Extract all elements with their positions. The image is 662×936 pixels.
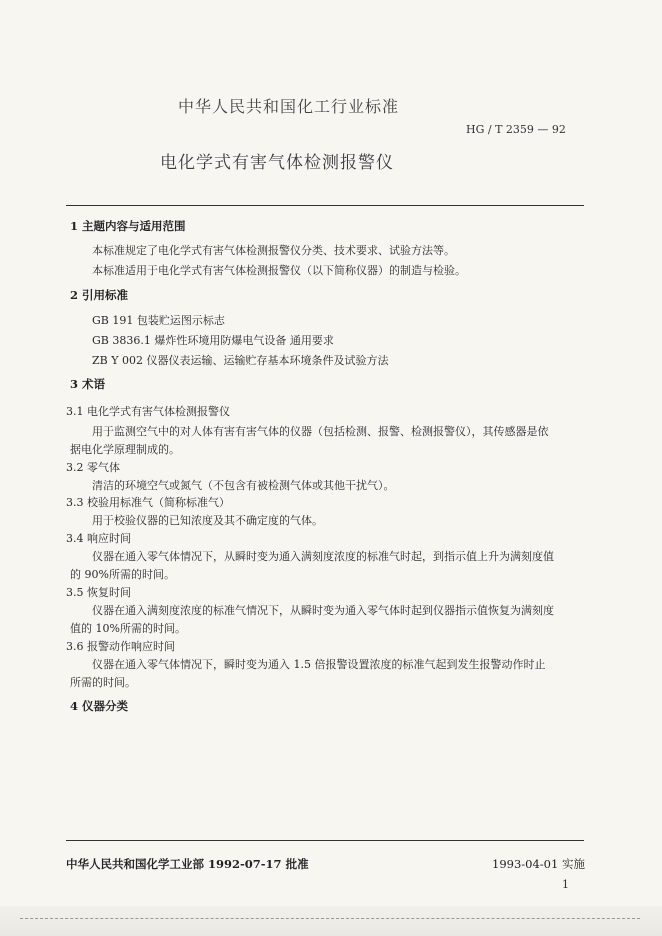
footer-divider bbox=[66, 840, 584, 841]
term-3-1-line: 用于监测空气中的对人体有害有害气体的仪器（包括检测、报警、检测报警仪），其传感器是依 bbox=[92, 425, 549, 438]
section-heading-3: 3 术语 bbox=[70, 377, 106, 391]
standard-title: 中华人民共和国化工行业标准 bbox=[178, 97, 400, 116]
term-3-5-line: 仪器在通入满刻度浓度的标准气情况下，从瞬时变为通入零气体时起到仪器指示值恢复为满刻度 bbox=[92, 604, 554, 617]
effective-date: 1993-04-01 实施 bbox=[492, 857, 585, 871]
term-3-5-line: 值的 10%所需的时间。 bbox=[70, 622, 186, 635]
section-heading-1: 1 主题内容与适用范围 bbox=[70, 219, 186, 233]
term-3-4-title: 3.4 响应时间 bbox=[66, 532, 131, 545]
term-3-6-title: 3.6 报警动作响应时间 bbox=[66, 640, 175, 653]
standard-code: HG / T 2359 — 92 bbox=[466, 123, 566, 136]
term-3-5-title: 3.5 恢复时间 bbox=[66, 586, 131, 599]
term-3-2-line: 清洁的环境空气或氮气（不包含有被检测气体或其他干扰气）。 bbox=[92, 479, 395, 492]
term-3-1-line: 据电化学原理制成的。 bbox=[70, 443, 180, 456]
page-number: 1 bbox=[562, 878, 569, 891]
term-3-1-title: 3.1 电化学式有害气体检测报警仪 bbox=[66, 405, 230, 418]
term-3-2-title: 3.2 零气体 bbox=[66, 461, 120, 474]
term-3-3-line: 用于校验仪器的已知浓度及其不确定度的气体。 bbox=[92, 514, 323, 527]
section-heading-4: 4 仪器分类 bbox=[70, 699, 129, 713]
section1-para1: 本标准规定了电化学式有害气体检测报警仪分类、技术要求、试验方法等。 bbox=[92, 244, 455, 257]
reference-item: GB 191 包装贮运图示标志 bbox=[92, 314, 225, 327]
scan-edge bbox=[0, 906, 662, 936]
header-divider bbox=[66, 205, 584, 206]
reference-item: GB 3836.1 爆炸性环境用防爆电气设备 通用要求 bbox=[92, 334, 334, 347]
document-title: 电化学式有害气体检测报警仪 bbox=[160, 153, 394, 173]
term-3-4-line: 的 90%所需的时间。 bbox=[70, 568, 175, 581]
approval-date: 中华人民共和国化学工业部 1992-07-17 批准 bbox=[66, 857, 309, 871]
scan-artifact-line bbox=[20, 918, 640, 919]
section1-para2: 本标准适用于电化学式有害气体检测报警仪（以下简称仪器）的制造与检验。 bbox=[92, 264, 466, 277]
term-3-4-line: 仪器在通入零气体情况下，从瞬时变为通入满刻度浓度的标准气时起，到指示值上升为满刻度值 bbox=[92, 550, 554, 563]
term-3-6-line: 仪器在通入零气体情况下，瞬时变为通入 1.5 倍报警设置浓度的标准气起到发生报警动作时止 bbox=[92, 658, 546, 671]
term-3-3-title: 3.3 校验用标准气（简称标准气） bbox=[66, 496, 230, 509]
term-3-6-line: 所需的时间。 bbox=[70, 676, 136, 689]
section-heading-2: 2 引用标准 bbox=[70, 288, 129, 302]
reference-item: ZB Y 002 仪器仪表运输、运输贮存基本环境条件及试验方法 bbox=[92, 354, 389, 367]
